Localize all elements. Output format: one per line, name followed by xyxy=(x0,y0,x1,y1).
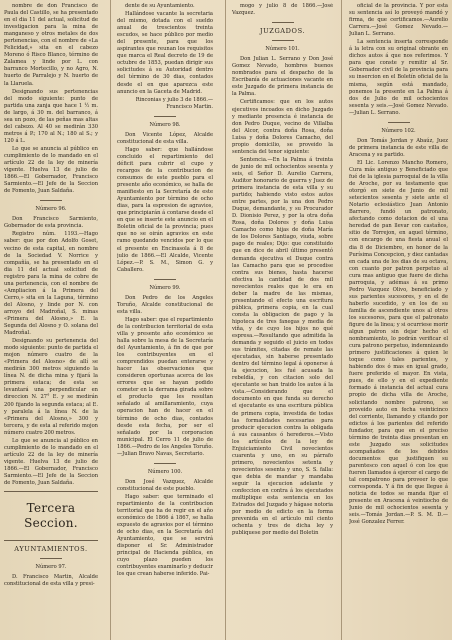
paragraph: Sentencia.—En la Palma á treinta de junio de mil ochocientos sesenta y seis, el Señor D. Aurelio Carrera, Auditor honorario de guerra y Juez de primera instancia de esta villa y su partido; habiendo visto estos autos entre partes, por la una don Pedro Duque, demandante, y su Procurador D. Dionisio Perez, y por la otra doña Rosa, doña Dolores y doña Luisa Camacho como hijas de doña María de los Dolores Santiago, viuda, sobre pago de reales; Dijo: que constituido que en dice de abril último presentó demanda ejecutiva el Duque contra las Camacho para que se procedise contra sus bienes, hasta hacerse efectiva la cantidad de dos mil novecientos reales que le era en deber la madre de las mismas, presentando el efecto una escritura pública, primera copia, en la cual consta la obligacion de pago y la hipoteca de tres fanegas y media de viña, y de cuyo los hijos no qué espresa.—Resultando que admitida la demanda y seguido el juicio en todos sus trámites, citadas de remate las ejecutadas, sin haberse presentado dentro del término legal á oponerse á la ejecucion, les fué acusada la rebeldía, y con citacion solo del ejecutante se han traido los autos á la vista.—Considerando que el documento en que funda su derecho el ejecutante es una escritura pública de primera copia, investida de todas las formalidades necesarias para producir ejecucion contra la obligada á sus causantes ó herederos.—Visto los artículos de la ley de Enjuiciamiento Civil novecientos cuarenta y uno, en su párrafo primero, novecientos setenta y novecientos sesenta y uno, S. S. falla: que debia de mandar y mandaba seguir la ejecucion adelante y confeccion en contra á los ejecutados multiplique esta sentencia en los Estrados del Juzgado y hágase notoria por medio de edicto en la forma prevenida en el artículo mil ciento ochenta y tres de dicha ley y publiquese por medio del Boletin xyxy=(232,156,333,537)
paragraph: D. Francisco Martin, Alcalde constitucional de esta villa y presi- xyxy=(4,574,98,588)
column-2 xyxy=(117,3,213,637)
column-4 xyxy=(349,3,448,637)
paragraph: Registro núm. 1193.—Hago saber: que por don Adolfo Goset, vecino de esta capital, en nombre de la Sociedad V. Norrice y compañía, se ha presentado en el dia 11 del actual solicitud de registro para la mina de cobre de una pertenencia, con el nombre de «Ampliacion á la Primera del Cerro,» sita en la Laguna, término del Alosno, y linde por N. con arroyo del Madroñal, S. minas «Primera del Alosno,» E. la Segunda del Alosno y O. solana del Madroñal. xyxy=(4,231,98,337)
paragraph: Lo que se anuncia al público en cumplimiento de lo mandado en el artículo 22 de la ley de minería vigente. Huelva 13 de julio de 1866.—El Gobernador, Francisco Sarmiento.—El Jefe de la Seccion de Fomento, Juan Saldaña. xyxy=(4,437,98,487)
paragraph: Don Julian L. Serrano y Don José Gomez Nevado, hombres buenos nombrados para el despacho de la Escribanía de actuaciones vacante en este Juzgado de primera instancia de la Palma. xyxy=(232,56,333,98)
subsection-heading: AYUNTAMIENTOS. xyxy=(14,545,88,554)
paragraph: Don Tomás Jordan y Abaúz, Juez de primera instancia de este villa de Aracena y su partido. xyxy=(349,137,448,158)
paragraph: dente de su Ayuntamiento. xyxy=(125,3,195,9)
paragraph: nombre de don Francisco de Paula del Castillo, se ha presentado en el dia 11 del actual, solicitud de investigacion para la mina de manganeso y otros metales de dos pertenencias, con el nombre de «La Felicidad,» sita en el cabezo Moreno ó Risco Blanco, término de Zalamea y linde por L. con barranco Mortecillo, y no Agro, N. huerto de Parralejo y N. huerto de la Llaruela. xyxy=(4,3,98,87)
separator-rule xyxy=(154,116,176,117)
column-rule xyxy=(225,0,226,640)
separator-rule xyxy=(388,122,410,123)
column-rule xyxy=(110,0,111,640)
separator-rule xyxy=(154,463,176,464)
notice-number: Número 97. xyxy=(35,564,67,571)
section-heading-frame xyxy=(4,491,98,541)
column-1 xyxy=(4,3,98,637)
separator-rule xyxy=(154,279,176,280)
paragraph: Lo que se anuncia al público en cumplimiento de lo mandado en el artículo 22 de la ley de minería vigente. Huelva 13 de julio de 1866.—El Gobernador, Francisco Sarmiento.—El Jefe de la Seccion de Fomento, Juan Saldaña. xyxy=(4,145,98,195)
notice-number: Número 102. xyxy=(381,127,416,134)
paragraph: Hago saber: que terminado el repartimiento de la contribucion territorial que ha de regir en el año económico de 1866 á 1867, se halla expuesto de agravios por el término de ocho dias, en la Secretaría del Ayuntamiento, que se servirá disponer el Sr. Administrador principal de Hacienda pública, en cuyo plazo pueden los contribuyentes examinarlo y deducir los que crean haberse inferido. Pai- xyxy=(117,493,213,578)
section-heading: Tercera Seccion. xyxy=(24,501,78,531)
signature-line: Rinconias y julio 3 de 1866.—Francisco Martin. xyxy=(135,96,213,110)
notice-number: Número 101. xyxy=(265,46,300,53)
notice-number: Número 100. xyxy=(147,468,183,475)
paragraph: La sentencia inserta corresponde á la letra con su original obrante en dichos autos á que nos referimos. Y para que conste y remitir al Sr. Gobernador civil de la provincia para su insercion en el Boletín oficial de la misma, según está mandado, ponemos la presente en La Palma á dos de Julio de mil ochocientos sesenta y seis.—José Gomez Nevado.—Julian L. Serrano. xyxy=(349,39,448,116)
separator-rule xyxy=(40,200,62,201)
paragraph: Hallándose vacante la secretaria del mismo, dotada con el sueldo anual de trescientos treinta escudos, se hace público por medio del presente, para que los aspirantes que reunan los requisitos que marca el Real decreto de 19 de octubre de 1853, puedan dirigir sus solicitudes á su Autoridad dentro del término de 30 dias, contados desde el en que aparezca este anuncio en la Gaceta de Madrid. xyxy=(117,11,213,95)
paragraph: Designando su pertenencia del modo siguiente: punto de partida el mojon número cuatro de la «Primera del Alosno» de allí se medirán 300 metros siguiendo la línea N. de dicha mina y fijará la primera estaca; de esta se levantará una perpendicular en direccion N. 27° E. y se medirán 200 fijando la segunda estaca; al E. y paralela á la línea N. de la «Primera del Alosno,» 300 y tercera, y de esta al referido mojon número cuatro 200 metros. xyxy=(4,338,98,436)
column-rule xyxy=(341,0,342,640)
paragraph: Don José Vazquez, Alcalde constitucional de este pueblo. xyxy=(117,478,213,492)
separator-rule xyxy=(272,40,294,41)
paragraph: Designando sus pertenencias del modo siguiente: punto de partida una zanja que hace 1 ½ m. de largo, á 30 m. del barranco, á sea un pozo, de las peñas mas altas del cabezo. Al 40 se medirán 330 metros á P.; 170 al N.; 180 al S.; y 120 á L. xyxy=(4,88,98,144)
separator-rule xyxy=(40,558,62,559)
column-3 xyxy=(232,3,333,637)
paragraph: oficial de la provincia. Y por esta su sentencia así lo proveyó mandó y firma, de que certificamos.—Aurelio Carrera.—José Gomez Nevado.—Julian L. Serrano. xyxy=(349,3,448,38)
paragraph: Don Vicente López, Alcalde constitucional de esta villa. xyxy=(117,131,213,145)
paragraph: Hago saber: que el repartimiento de la contribucion territorial de esta villa y presente año económico se halla sobre la mesa de la Secretaría del Ayuntamiento, á fin de que por los contribuyentes en el comprendidos puedan enterarse y hacer las observaciones que consideren oportunas acerca de los errores que se hayan podido cometer en la derrama girada sobre el producto que les resultan señalado al amillaramiento, cuya operacion han de hacer en el término de ocho dias, contados desde esta fecha, por ser el señalado por la corporacion municipal. El Cerro 11 de julio de 1866.—Pedro de los Angeles Toruño.—Julian Bravo Navas, Secretario. xyxy=(117,316,213,457)
paragraph: Hago saber: que hallándose concluido el repartimiento del déficit para cubrir el cupo y recargos de la contribucion de consumos de este pueblo para el presente año económico, se halla de manifiesto en la Secretaría de este Ayuntamiento por término de ocho dias, para la espresion de agravios, que principiarán á contarse desde el en que se inserte este anuncio en el Boletin oficial de la provincia; pues que no se oirán agravios en este ramo quedando vencidos por lo que el presente en Encinasola á 8 de julio de 1866.—El Alcalde, Vicente López.—P. S. M., Simon G. y Caballero. xyxy=(117,146,213,273)
paragraph: Don Francisco Sarmiento, Gobernador de esta provincia. xyxy=(4,216,98,230)
paragraph: mogo y julio 8 de 1866.—José Vazquez. xyxy=(232,3,333,17)
notice-number: Número 99. xyxy=(149,284,181,291)
subsection-heading: JUZGADOS. xyxy=(259,27,306,36)
notice-number: Número 98. xyxy=(149,121,181,128)
paragraph: Don Pedro de los Angeles Toruño, Alcalde constitucional de esta villa. xyxy=(117,294,213,315)
paragraph: Certificamos: que en los autos ejecutivos incoados en dicho Juzgado y mediante presencia é instancia de don Pedro Duque, vecino de Villalba del Alcor, contra doña Rosa, doña Luisa y doña Dolores Camacho, del propio domicilio, se proveido la sentencia del tenor siguiente: xyxy=(232,99,333,155)
separator-rule xyxy=(272,22,294,23)
notice-number: Número 96. xyxy=(35,206,67,213)
paragraph: El Lic. Lorenzo Mancho Romero, Cura más antiguo y Beneficiado que fué de la iglesia parroquial de la villa de Aroche, por su testamento que otorgó en siete de Junio de mil setecientos sesenta y siete ante el Notario eclesiástico Juan Antonio Barrero, fundó un patronato, afectando como dotacion de el una heredad de pan llevar con castaños, sitio de Torrejon, en aquel término, con encargo de una fiesta anual el dia 8 de Diciembre, en honor de la Purísima Concepcion, y diez cantadas en cada una de los dias de su octava, con cuanto por patron perpetuo al cura mas antiguo que fuere de dicha parroquia, y adémas á su primo Pedro Vazquez Olivo, beneficiado y sus parientes sucesores, y en el de haberlo sucedido, y en los de su familia de ascendiente unos al otros los sucesores, para que el patronato figure de la linea; y si ocurriese morir algun patron sin dejar hecho el nombramiento, lo podrán verificar el cura patrono perpetuo, indemnizando primero justificaciones á quien le toque como tales parientes, y habiendo dos ó mas en igual grado, fuere preferido el mayor. En vista, pues, de ello y en el expediente formado á instancia del actual cura propio de dicha villa de Aroche, solicitando nombre patrono, se proveido auto en fecha veinticinco del corriente, llamando y citando por edictos á los parientes del referido fundador, para que en el preciso término de treinta dias presentan en este Juzgado sus solicitudes acompañados de los debidos documentos que justifiquen su parentesco con aquel ó con los que fueren llamados á ejercer el cargo de tal compatrono para proveer lo que corresponda. Y á fin de que llegue á noticia de todos se manda fijar el presente en Aracena á veintiocho de Junio de mil ochocientos sesenta y seis.—Tomás Jordan.—P. S. M. D.—José Gonzalez Ferrer. xyxy=(349,159,448,526)
